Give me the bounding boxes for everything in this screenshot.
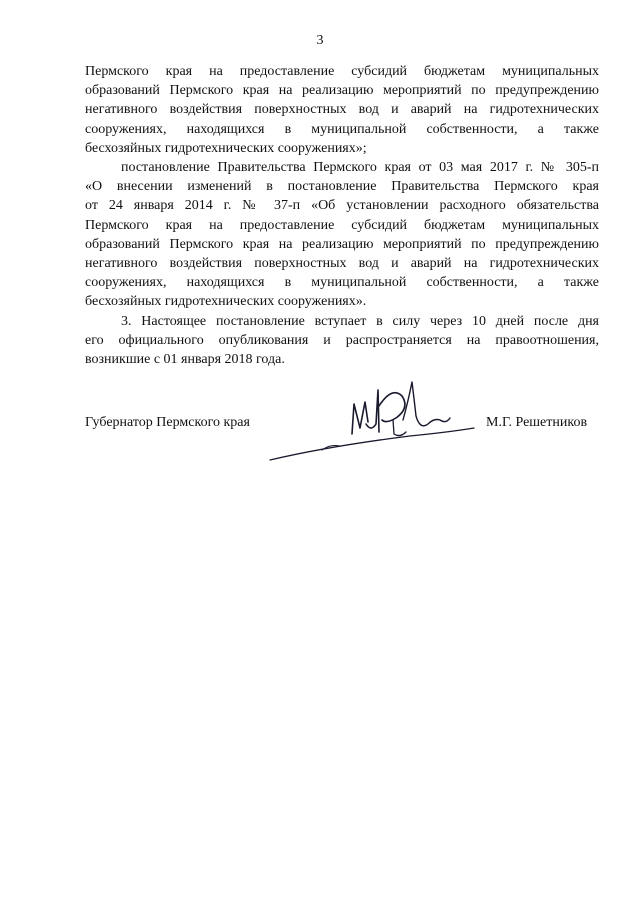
text-line: негативного воздействия поверхностных вод и аварий на гидротехнических bbox=[85, 256, 599, 272]
text-line: от 24 января 2014 г. № 37-п «Об установлении расходного обязательства bbox=[85, 198, 599, 214]
text-line: сооружениях, находящихся в муниципальной собственности, а также bbox=[85, 121, 599, 137]
text-line: бесхозяйных гидротехнических сооружениях». bbox=[85, 294, 367, 310]
signer-name: М.Г. Решетников bbox=[486, 415, 588, 430]
text-line: негативного воздействия поверхностных вод и аварий на гидротехнических bbox=[85, 102, 599, 118]
text-line: «О внесении изменений в постановление Правительства Пермского края bbox=[85, 179, 599, 195]
signer-title: Губернатор Пермского края bbox=[85, 415, 250, 430]
text-line: Пермского края на предоставление субсидий бюджетам муниципальных bbox=[85, 217, 599, 233]
document-body bbox=[85, 62, 599, 369]
page-number: 3 bbox=[316, 33, 324, 48]
text-line: образований Пермского края на реализацию мероприятий по предупреждению bbox=[85, 83, 599, 99]
text-line: постановление Правительства Пермского края от 03 мая 2017 г. № 305-п bbox=[121, 160, 599, 176]
text-line: 3. Настоящее постановление вступает в силу через 10 дней после дня bbox=[121, 313, 599, 329]
text-line: образований Пермского края на реализацию мероприятий по предупреждению bbox=[85, 236, 599, 252]
text-line: возникшие с 01 января 2018 года. bbox=[85, 352, 285, 368]
text-line: бесхозяйных гидротехнических сооружениях»; bbox=[85, 140, 367, 156]
text-line: сооружениях, находящихся в муниципальной собственности, а также bbox=[85, 275, 599, 291]
text-line: Пермского края на предоставление субсидий бюджетам муниципальных bbox=[85, 64, 599, 79]
text-line: его официального опубликования и распространяется на правоотношения, bbox=[85, 332, 599, 348]
handwritten-signature bbox=[260, 362, 480, 462]
